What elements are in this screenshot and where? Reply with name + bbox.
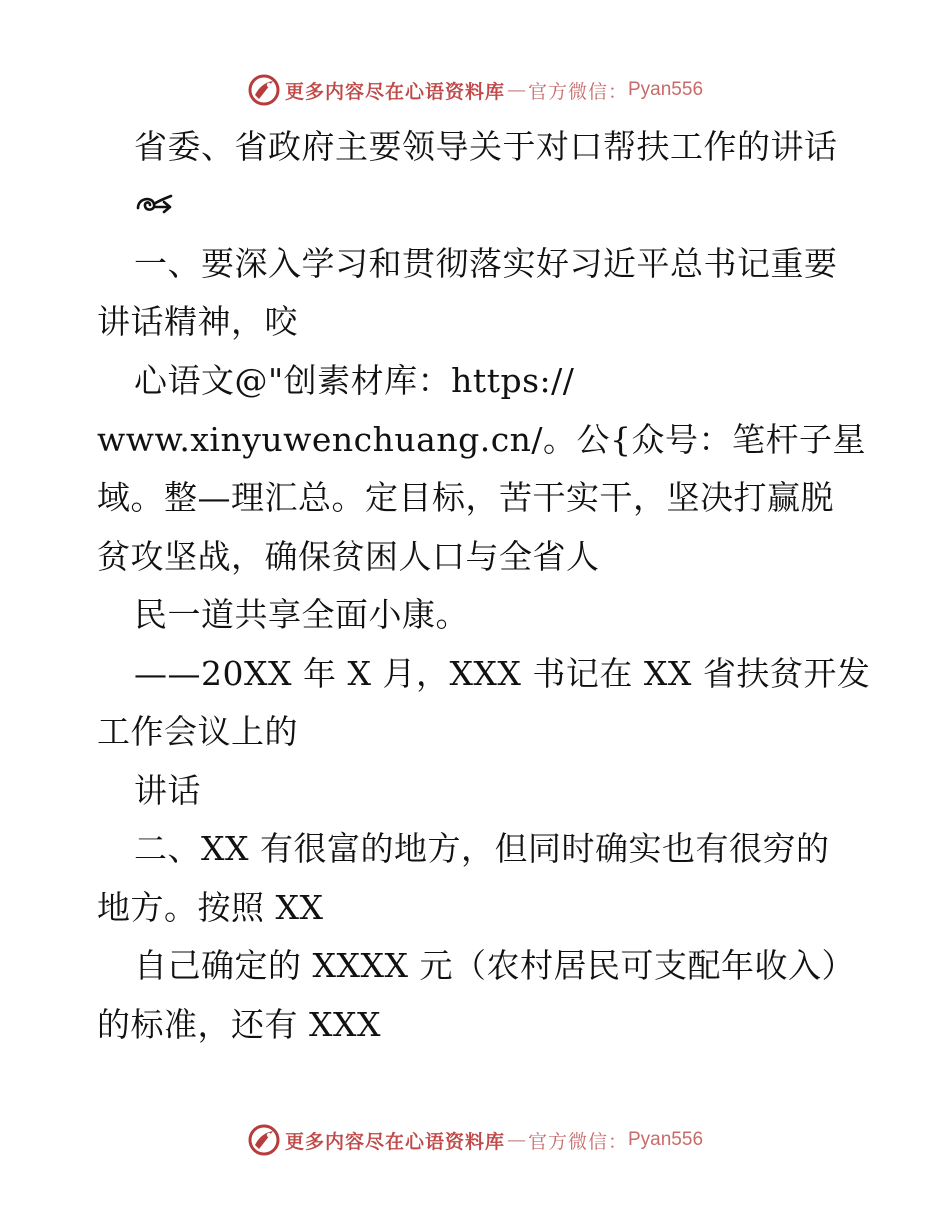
paragraph-line-8: ——20XX 年 X 月，XXX 书记在 XX 省扶贫开发 [134,654,871,693]
brand-logo-icon [247,1123,281,1157]
paragraph-line-4: www.xinyuwenchuang.cn/。公{众号：笔杆子星 [97,420,867,459]
paragraph-line-10: 讲话 [134,771,201,810]
fleuron-icon [134,190,174,220]
header-account-id: Pyan556 [628,79,704,100]
paragraph-line-12: 地方。按照 XX [97,888,324,927]
document-title: 省委、省政府主要领导关于对口帮扶工作的讲话 [134,127,838,166]
footer-separator: — [506,1129,526,1151]
paragraph-line-3: 心语文@"创素材库：https:// [134,361,575,400]
footer-account-id: Pyan556 [628,1129,704,1150]
paragraph-line-13: 自己确定的 XXXX 元（农村居民可支配年收入） [134,946,855,985]
footer-banner [0,1118,950,1162]
paragraph-line-11: 二、XX 有很富的地方，但同时确实也有很穷的 [134,829,830,868]
paragraph-line-14: 的标准，还有 XXX [97,1005,381,1044]
header-account-label: 官方微信： [527,80,628,103]
header-separator: — [506,79,526,101]
footer-brand-text: 更多内容尽在心语资料库 [284,1130,505,1153]
brand-logo-icon [247,73,281,107]
paragraph-line-1: 一、要深入学习和贯彻落实好习近平总书记重要 [134,244,838,283]
footer-account-label: 官方微信： [527,1130,628,1153]
header-brand-text: 更多内容尽在心语资料库 [284,80,505,103]
paragraph-line-7: 民一道共享全面小康。 [134,595,469,634]
paragraph-line-5: 域。整—理汇总。定目标，苦干实干，坚决打赢脱 [97,478,834,517]
paragraph-line-6: 贫攻坚战，确保贫困人口与全省人 [97,537,600,576]
header-banner [0,68,950,112]
paragraph-line-9: 工作会议上的 [97,712,298,751]
paragraph-line-2: 讲话精神，咬 [97,302,298,341]
